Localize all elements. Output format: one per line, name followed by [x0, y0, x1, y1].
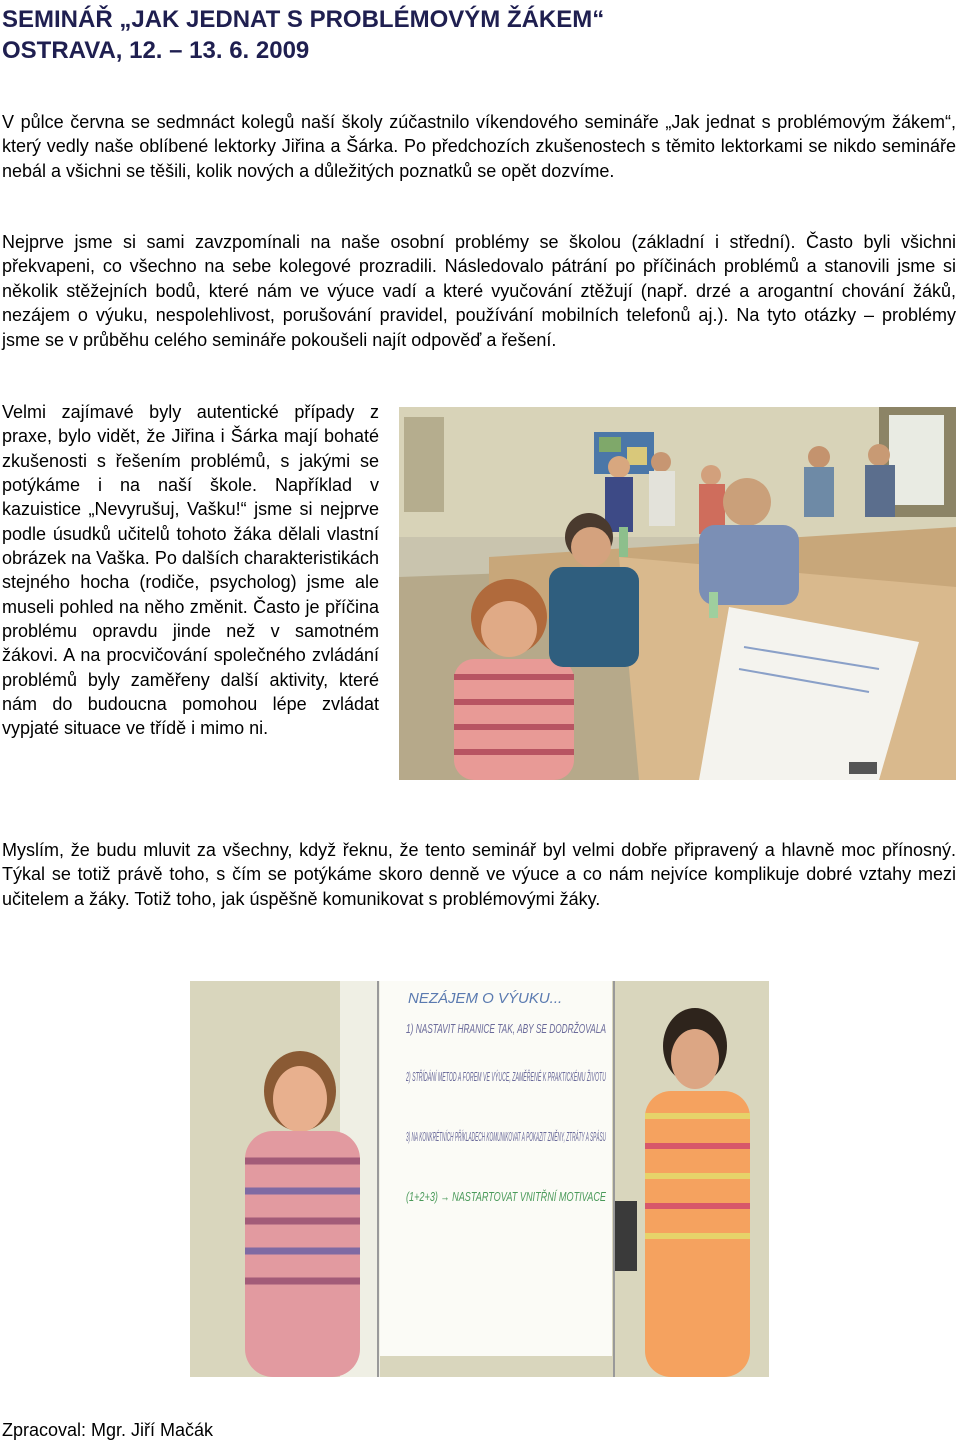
lecturers-flipchart-photo — [190, 981, 769, 1377]
flipchart-heading: NEZÁJEM O VÝUKU... — [408, 990, 563, 1007]
paragraph-case-studies: Velmi zajímavé byly autentické případy z praxe, bylo vidět, že Jiřina i Šárka mají bohaté zkušenosti s řešením problémů, s jakými se potýkáme i na naší škole. Například v kazuistice „Nevyrušuj, Vašku!“ jsme si nejprve podle úsudků učitelů tohoto žáka dělali vlastní obrázek na Vaška. Po dalších charakteristikách stejného hocha (rodiče, psycholog) jsme ale museli pohled na něho změnit. Často je příčina problému opravdu jinde než v samotném žákovi. A na procvičování společného zvládání problémů byly zaměřeny další aktivity, které nám do budoucna pomohou lépe zvládat vypjaté situace ve třídě i mimo ni. — [2, 402, 379, 739]
seminar-room-photo — [399, 407, 956, 780]
paragraph-problems: Nejprve jsme si sami zavzpomínali na naše osobní problémy se školou (základní i střední). Často byli všichni překvapeni, co všechno na sebe kolegové prozradili. Následovalo pátrání po příčinách problémů a stanovili jsme si několik stěžejních bodů, které nám ve výuce vadí a které vyučování ztěžují (např. drzé a arogantní chování žáků, nezájem o výuku, nespolehlivost, porušování pravidel, používání mobilních telefonů aj.). Na tyto otázky – problémy jsme se v průběhu celého semináře pokoušeli najít odpověď a řešení. — [2, 232, 956, 350]
flipchart-line-4: (1+2+3) → NASTARTOVAT VNITŘNÍ MOTIVACE — [406, 1189, 607, 1204]
flipchart-line-1: 1) NASTAVIT HRANICE TAK, ABY SE DODRŽOVALA — [406, 1021, 606, 1036]
flipchart-line-3: 3) NA KONKRÉTNÍCH PŘÍKLADECH KOMUNIKOVAT A POKAZIT ZMĚNY, ZTRÁTY A SPÁSU — [406, 1129, 607, 1144]
author-credit: Zpracoval: Mgr. Jiří Mačák — [2, 1420, 214, 1440]
paragraph-conclusion: Myslím, že budu mluvit za všechny, když řeknu, že tento seminář byl velmi dobře připravený a hlavně moc přínosný. Týkal se totiž právě toho, s čím se potýkáme skoro denně ve výuce a co nám nejvíce komplikuje dobré vztahy mezi učitelem a žáky. Totiž toho, jak úspěšně komunikovat s problémovými žáky. — [2, 840, 956, 909]
flipchart-line-2: 2) STŘÍDÁNÍ METOD A FOREM VE VÝUCE, ZAMĚŘENÉ K PRAKTICKÉMU ŽIVOTU — [405, 1069, 607, 1084]
page-title — [2, 4, 604, 66]
paragraph-intro: V půlce června se sedmnáct kolegů naší školy zúčastnilo víkendového semináře „Jak jednat s problémovým žákem“, který vedly naše oblíbené lektorky Jiřina a Šárka. Po předchozích zkušenostech s těmito lektorkami se nikdo semináře nebál a všichni se těšili, kolik nových a důležitých poznatků se opět dozvíme. — [2, 112, 956, 181]
title-line-1: SEMINÁŘ „JAK JEDNAT S PROBLÉMOVÝM ŽÁKEM“ — [2, 6, 605, 33]
title-line-2: OSTRAVA, 12. – 13. 6. 2009 — [2, 37, 310, 64]
